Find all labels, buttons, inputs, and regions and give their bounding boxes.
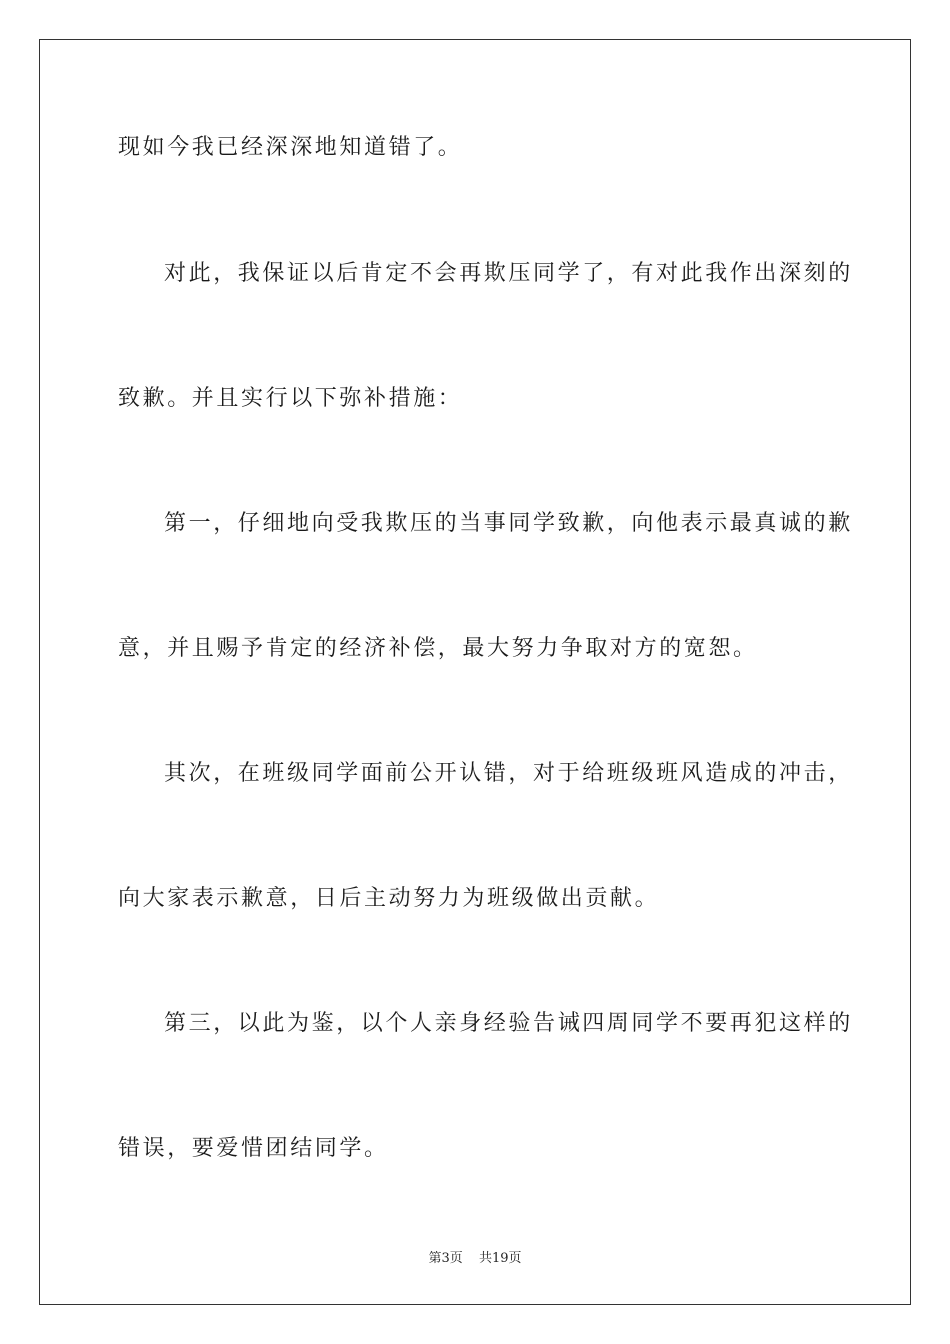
text-line: 错误，要爱惜团结同学。 — [118, 1136, 389, 1161]
page-number: 第3页 — [428, 1251, 463, 1266]
text-line: 致歉。并且实行以下弥补措施： — [118, 386, 463, 411]
text-line: 向大家表示歉意，日后主动努力为班级做出贡献。 — [118, 886, 660, 911]
paragraph-first-line: 第一，仔细地向受我欺压的当事同学致歉，向他表示最真诚的歉 — [164, 511, 853, 536]
paragraph-first-line: 第三，以此为鉴，以个人亲身经验告诫四周同学不要再犯这样的 — [164, 1011, 853, 1036]
page-total: 共19页 — [478, 1251, 522, 1266]
page-footer — [0, 1247, 950, 1266]
text-line: 现如今我已经深深地知道错了。 — [118, 135, 463, 160]
paragraph-first-line: 其次，在班级同学面前公开认错，对于给班级班风造成的冲击， — [164, 761, 853, 786]
text-line: 意，并且赐予肯定的经济补偿，最大努力争取对方的宽恕。 — [118, 636, 758, 661]
paragraph-first-line: 对此，我保证以后肯定不会再欺压同学了，有对此我作出深刻的 — [164, 261, 853, 286]
page-border — [39, 39, 911, 1305]
